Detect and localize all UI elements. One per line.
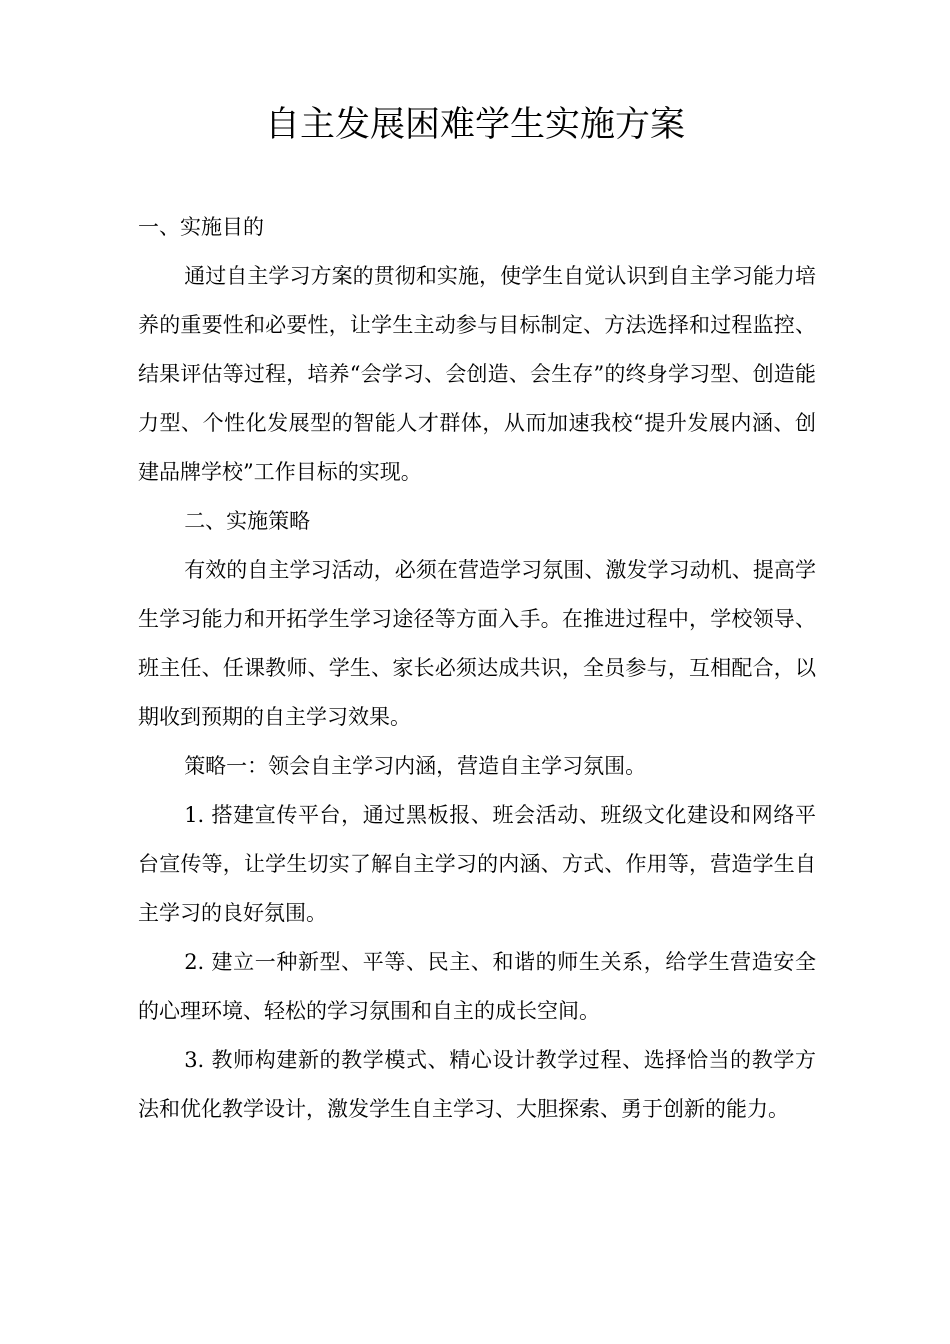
list-item-1: 1. 搭建宣传平台，通过黑板报、班会活动、班级文化建设和网络平台宣传等，让学生切实了解自主学习的内涵、方式、作用等，营造学生自主学习的良好氛围。: [138, 803, 816, 925]
section-heading-purpose: 一、实施目的: [138, 215, 264, 239]
document-body: [138, 203, 816, 1134]
strategy-one-heading: 策略一：领会自主学习内涵，营造自主学习氛围。: [184, 754, 647, 778]
document-title: 自主发展困难学生实施方案: [264, 105, 685, 145]
section-heading-strategy: 二、实施策略: [184, 509, 311, 533]
paragraph-purpose: 通过自主学习方案的贯彻和实施，使学生自觉认识到自主学习能力培养的重要性和必要性，让学生主动参与目标制定、方法选择和过程监控、结果评估等过程，培养“会学习、会创造、会生存”的终身学习型、创造能力型、个性化发展型的智能人才群体，从而加速我校“提升发展内涵、创建品牌学校”工作目标的实现。: [138, 264, 816, 484]
list-item-2: 2. 建立一种新型、平等、民主、和谐的师生关系，给学生营造安全的心理环境、轻松的学习氛围和自主的成长空间。: [138, 950, 816, 1023]
list-item-3: 3. 教师构建新的教学模式、精心设计教学过程、选择恰当的教学方法和优化教学设计，激发学生自主学习、大胆探索、勇于创新的能力。: [138, 1048, 816, 1121]
paragraph-strategy: 有效的自主学习活动，必须在营造学习氛围、激发学习动机、提高学生学习能力和开拓学生学习途径等方面入手。在推进过程中，学校领导、班主任、任课教师、学生、家长必须达成共识，全员参与，互相配合，以期收到预期的自主学习效果。: [138, 558, 816, 729]
